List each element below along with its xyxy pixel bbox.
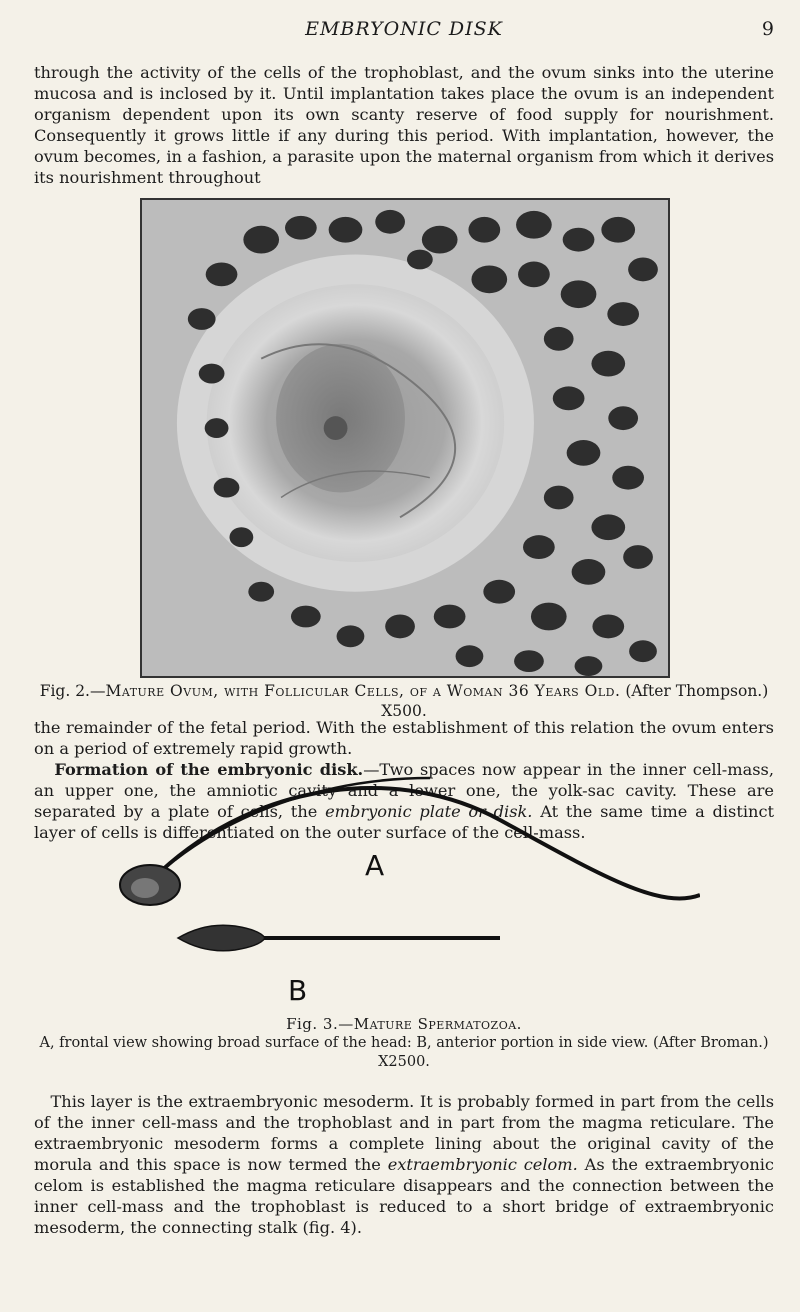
paragraph-1: through the activity of the cells of the trophoblast, and the ovum sinks into the uterine mucosa and is inclosed by it. Until implantation takes place the ovum is an independent organism dependent upon its own scanty reserve of food supply for nourishment. Consequently it grows little if any during this period. With implantation, however, the ovum becomes, in a fashion, a parasite upon the maternal organism from which it derives its nourishment throughout — [34, 63, 774, 187]
figure-3-description: A, frontal view showing broad surface of the head: B, anterior portion in side view. (After Broman.) X2500. — [39, 1035, 769, 1070]
figure-2-label: Fig. 2. — [39, 682, 90, 700]
paragraph-2-text-c: At the same time a distinct layer of cells is differentiated on the outer surface of the cell-mass. — [34, 802, 775, 842]
paragraph-3-term: extraembryonic celom. — [387, 1155, 578, 1174]
figure-2-caption: Fig. 2.—Mature Ovum, with Follicular Cells, of a Woman 36 Years Old. (After Thompson.) X500. — [39, 682, 769, 720]
figure-3-spermatozoa — [100, 760, 700, 1010]
spermatozoon-b-head — [178, 925, 265, 951]
paragraph-3 — [34, 1091, 774, 1238]
paragraph-3-text-a: This layer is the extraembryonic mesoderm. It is probably formed in part from the cells of the inner cell-mass and the trophoblast and in part from the magma reticulare. The extraembryonic mesoderm forms a complete lining about the original cavity of the morula and this space is now termed the — [34, 1092, 775, 1174]
spermatozoon-a-tail — [160, 788, 700, 898]
figure-2-title: Mature Ovum, with Follicular Cells, of a Woman 36 Years Old. — [105, 682, 621, 700]
figure-3-caption-title: Fig. 3.—Mature Spermatozoa. — [286, 1015, 522, 1033]
figure-3-caption-label: Fig. 3. — [286, 1015, 339, 1033]
paragraph-3-text-b: As the extraembryonic celom is established the magma reticulare disappears and the connection between the inner cell-mass and the trophoblast is reduced to a short bridge of extraembryonic mesoderm, the connecting stalk (fig. 4). — [34, 1155, 774, 1237]
figure-2-ovum-micrograph — [140, 198, 670, 678]
ovum-micrograph-illustration — [142, 200, 668, 676]
paragraph-2-text-b: —Two spaces now appear in the inner cell-mass, an upper one, the amniotic cavity and a lower one, the yolk-sac cavity. These are separated by a plate of cells, the — [34, 760, 775, 821]
paragraph-2-text-a: the remainder of the fetal period. With the establishment of this relation the ovum enters on a period of extremely rapid growth. — [34, 718, 774, 758]
running-head — [34, 18, 774, 48]
running-head-title: EMBRYONIC DISK — [305, 18, 503, 40]
page-number: 9 — [761, 18, 774, 40]
section-heading: Formation of the embryonic disk. — [54, 760, 364, 779]
paragraph-2-term: embryonic plate or disk. — [325, 802, 533, 821]
figure-3-label-b: B — [288, 974, 308, 1007]
figure-3-label-a: A — [365, 849, 385, 882]
spermatozoa-illustration — [100, 760, 700, 1010]
figure-3-caption-name: Mature Spermatozoa. — [353, 1015, 522, 1033]
figure-2-credit: (After Thompson.) X500. — [381, 682, 769, 720]
